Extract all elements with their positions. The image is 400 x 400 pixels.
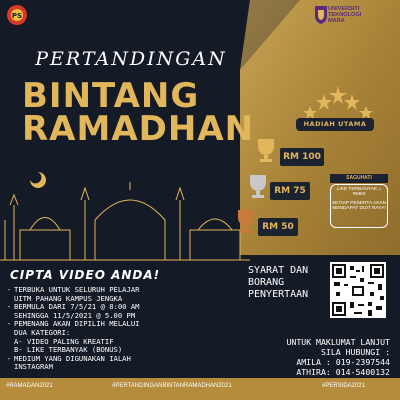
rule-text: A- VIDEO PALING KREATIF <box>14 336 114 346</box>
qr-code[interactable] <box>330 262 386 318</box>
title-ramadhan: RAMADHAN <box>22 109 255 149</box>
rule-text: INSTAGRAM <box>14 362 53 372</box>
contact-line: UNTUK MAKLUMAT LANJUT <box>286 337 390 347</box>
persida-logo <box>4 4 30 26</box>
contact-info <box>286 337 390 377</box>
hashtag: #PERSIDA2021 <box>322 383 366 389</box>
uitm-crest-icon <box>314 5 328 25</box>
rule-dash: - <box>6 353 12 363</box>
rule-dash: - <box>6 319 12 329</box>
rule-dash: - <box>6 285 12 294</box>
prize-first: RM 100 <box>280 148 324 166</box>
rule-text: SEHINGGA 11/5/2021 @ 5.00 PM <box>14 310 136 320</box>
title-pertandingan: PERTANDINGAN <box>35 48 227 70</box>
gold-trophy-icon <box>252 136 280 164</box>
rule-dash: - <box>6 302 12 312</box>
rule-dash <box>4 338 14 347</box>
saguhati-item: SETIAP PESERTA AKAN MENDAPAT DUIT RAYA! <box>331 200 387 212</box>
saguhati-title: SAGUHATI <box>330 174 388 183</box>
uni-line-1: UNIVERSITI <box>328 6 360 12</box>
syarat-line: BORANG <box>248 277 285 288</box>
rule-text: B- LIKE TERBANYAK (BONUS) <box>14 345 123 355</box>
logo-text: PS <box>11 12 23 20</box>
mosque-outline-icon <box>0 150 250 265</box>
prize-second: RM 75 <box>270 182 310 200</box>
uni-line-2: TEKNOLOGI <box>328 12 362 18</box>
rule-text: TERBUKA UNTUK SELURUH PELAJAR <box>14 285 140 294</box>
title-main <box>22 76 255 149</box>
rule-text: DUA KATEGORI: <box>14 327 71 337</box>
bronze-trophy-icon <box>232 207 260 235</box>
saguhati-box <box>330 184 388 228</box>
hashtag: #PERTANDINGANBINTANRAMADHAN2021 <box>112 383 232 389</box>
hashtag: #RAMADAN2021 <box>6 383 53 389</box>
rules-list <box>4 286 236 372</box>
contact-phone: AMILA : 019-2397544 <box>296 357 390 367</box>
saguhati-item: LIKE TERBANYAK = RM50 <box>336 187 382 198</box>
syarat-line: SYARAT DAN <box>248 265 309 276</box>
syarat-line: PENYERTAAN <box>248 289 309 300</box>
prize-third: RM 50 <box>258 218 298 236</box>
rule-text: MEDIUM YANG DIGUNAKAN IALAH <box>14 353 131 363</box>
rule-text: PEMENANG AKAN DIPILIH MELALUI <box>14 319 140 329</box>
university-name <box>328 6 361 24</box>
rule-text: UITM PAHANG KAMPUS JENGKA <box>14 293 123 303</box>
silver-trophy-icon <box>244 172 272 200</box>
hadiah-utama-label: HADIAH UTAMA <box>296 118 374 131</box>
contact-phone: ATHIRA: 014-5400132 <box>296 367 390 377</box>
uni-line-3: MARA <box>328 18 345 24</box>
syarat-borang <box>248 265 308 301</box>
contact-line: SILA HUBUNGI : <box>320 347 390 357</box>
rule-line <box>4 363 236 372</box>
stars-icon <box>302 82 374 120</box>
rule-dash <box>4 363 14 372</box>
rule-text: BERMULA DARI 7/5/21 @ 8:00 AM <box>14 302 140 312</box>
title-bintang: BINTANG <box>22 76 200 116</box>
cipta-video-heading: CIPTA VIDEO ANDA! <box>10 268 161 282</box>
rule-dash <box>4 329 14 338</box>
